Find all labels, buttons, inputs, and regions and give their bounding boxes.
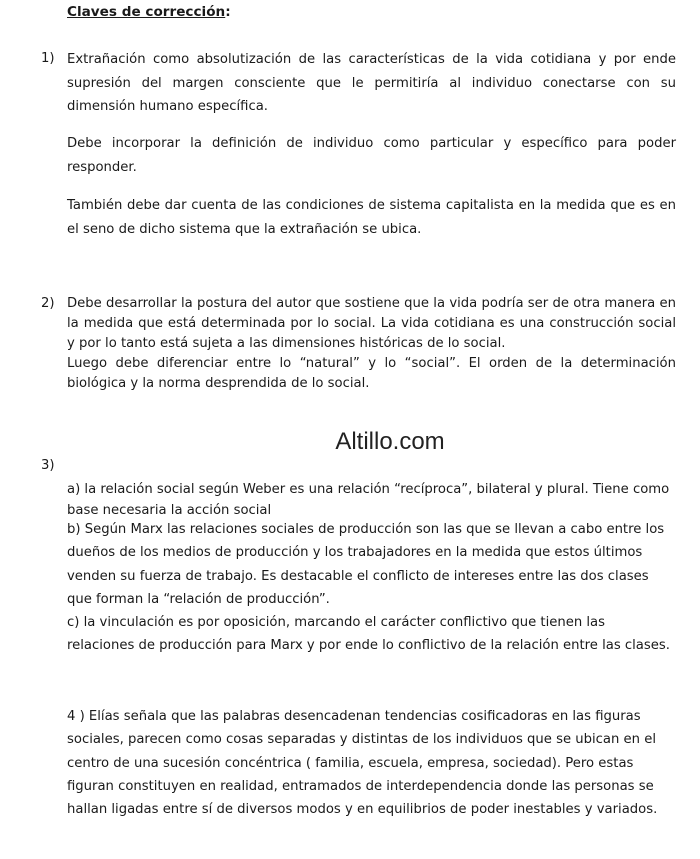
page-title-text: Claves de corrección (67, 4, 226, 20)
item-3-paragraph-a (67, 479, 676, 521)
item-3-text-c: c) la vinculación es por oposición, marcando el carácter conflictivo que tienen las relaciones de producción para Marx y por ende lo conflictivo de la relación entre las clases. (67, 615, 670, 654)
item-2-text-2: Luego debe diferenciar entre lo “natural” y lo “social”. El orden de la determinación biológica y la norma desprendida de lo social. (67, 356, 676, 391)
item-1-paragraph-3 (67, 194, 676, 241)
page-title-colon: : (225, 4, 231, 20)
item-number-1: 1) (41, 51, 55, 66)
item-1-paragraph-2 (67, 132, 676, 179)
item-3-paragraph-b-c (67, 518, 676, 658)
page-title (67, 4, 231, 20)
item-3-text-b: b) Según Marx las relaciones sociales de producción son las que se llevan a cabo entre los dueños de los medios de producción y los trabajadores en la medida que estos últimos venden su fuerza de trabajo. Es destacable el conflicto de intereses entre las dos clases que forman la “relación de producción”. (67, 522, 665, 607)
item-number-2: 2) (41, 296, 55, 311)
item-1-text-2: Debe incorporar la definición de individuo como particular y específico para poder responder. (67, 136, 676, 175)
item-2-paragraphs (67, 294, 676, 394)
watermark-text: Altillo.com (335, 428, 445, 455)
item-2-text-1: Debe desarrollar la postura del autor que sostiene que la vida podría ser de otra manera en la medida que está determinada por lo social. La vida cotidiana es una construcción social y por lo tanto está sujeta a las dimensiones históricas de lo social. (67, 296, 676, 351)
item-1-text-1: Extrañación como absolutización de las características de la vida cotidiana y por ende supresión del margen consciente que le permitiría al individuo conectarse con su dimensión humano específica. (67, 52, 676, 114)
item-4-text: 4 ) Elías señala que las palabras desencadenan tendencias cosificadoras en las figuras sociales, parecen como cosas separadas y distintas de los individuos que se ubican en el centro de una sucesión concéntrica ( familia, escuela, empresa, sociedad). Pero estas figuran constituyen en realidad, entramados de interdependencia donde las personas se hallan ligadas entre sí de diversos modos y en equilibrios de poder inestables y variados. (67, 709, 658, 818)
item-4-paragraph (67, 705, 676, 821)
item-1-text-3: También debe dar cuenta de las condiciones de sistema capitalista en la medida que es en el seno de dicho sistema que la extrañación se ubica. (67, 198, 676, 237)
item-1-paragraph-1 (67, 48, 676, 119)
item-3-text-a: a) la relación social según Weber es una relación “recíproca”, bilateral y plural. Tiene como base necesaria la acción social (67, 482, 670, 518)
item-number-3: 3) (41, 458, 55, 473)
